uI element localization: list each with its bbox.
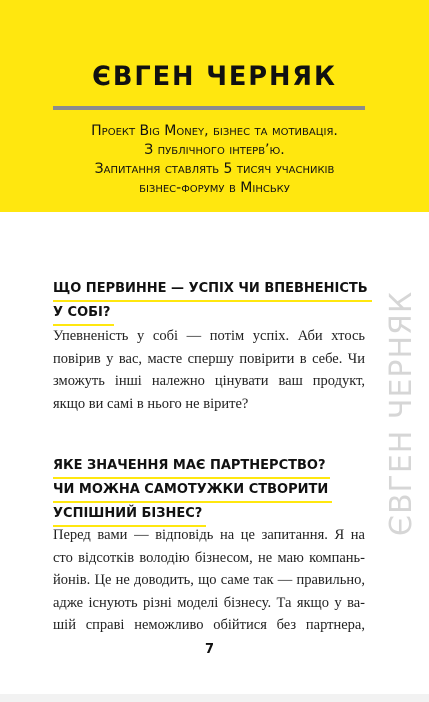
text-line: зможуть інші належно цінувати ваш продукт, (53, 373, 365, 389)
text-line: повірив у вас, масте спершу повірити в себе. Чи (53, 350, 365, 367)
author-name: ЄВГЕН ЧЕРНЯК (92, 61, 337, 92)
bottom-edge (0, 694, 429, 702)
question-heading-2 (53, 455, 332, 527)
header-divider (53, 106, 365, 110)
subtitle-line: З публічного інтерв’ю. (144, 142, 285, 158)
heading-line: У СОБІ? (53, 302, 114, 326)
text-line: Перед вами — відповідь на це запитання. Я на (53, 527, 365, 543)
answer-paragraph-1 (53, 325, 365, 415)
side-running-title: ЄВГЕН ЧЕРНЯК (384, 290, 419, 536)
header-banner (0, 0, 429, 212)
text-line: шій справі неможливо обійтися без партнера, (53, 617, 365, 633)
subtitle-line: Проект Big Money, бізнес та мотивація. (91, 123, 338, 139)
heading-line: ЯКЕ ЗНАЧЕННЯ МАЄ ПАРТНЕРСТВО? (53, 455, 330, 479)
text-line: якщо ви самі в нього не вірите? (53, 395, 249, 412)
heading-line: УСПІШНИЙ БІЗНЕС? (53, 503, 206, 527)
heading-line: ЩО ПЕРВИННЕ — УСПІХ ЧИ ВПЕВНЕНІСТЬ (53, 278, 372, 302)
question-heading-1 (53, 278, 372, 326)
text-line: адже існують різні моделі бізнесу. Та якщо у ва- (53, 594, 365, 611)
page-number: 7 (204, 642, 215, 657)
header-subtitle (20, 122, 409, 198)
subtitle-line: бізнес-форуму в Мінську (139, 180, 290, 196)
text-line: сто відсотків володію бізнесом, не маю компань- (53, 549, 365, 566)
answer-paragraph-2 (53, 524, 365, 637)
heading-line: ЧИ МОЖНА САМОТУЖКИ СТВОРИТИ (53, 479, 332, 503)
text-line: Упевненість у собі — потім успіх. Аби хтось (53, 328, 365, 344)
subtitle-line: Запитання ставлять 5 тисяч учасників (94, 161, 335, 177)
text-line: йонів. Це не доводить, що саме так — правильно, (53, 572, 365, 588)
